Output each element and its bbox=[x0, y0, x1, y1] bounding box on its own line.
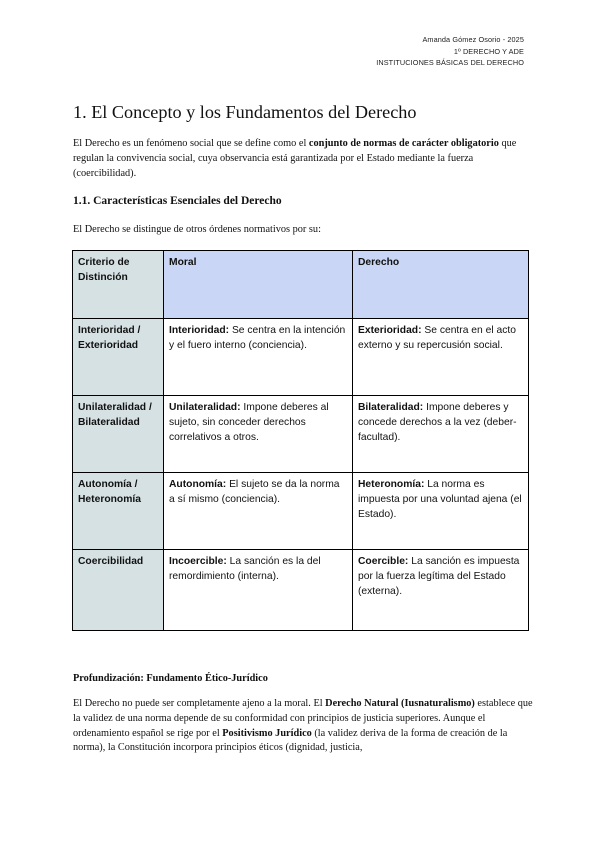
law-term: Coercible: bbox=[358, 556, 409, 567]
moral-text: La sanción es la del remordimiento (interna). bbox=[169, 556, 321, 582]
deepening-title: Profundización: Fundamento Ético-Jurídico bbox=[73, 673, 268, 684]
header-criterion: Criterio de Distinción bbox=[73, 251, 164, 319]
table-row bbox=[73, 319, 529, 396]
moral-text: Impone deberes al sujeto, sin conceder derechos correlativos a otros. bbox=[169, 402, 329, 443]
table-row bbox=[73, 473, 529, 550]
deepening-text-1: El Derecho no puede ser completamente ajeno a la moral. El bbox=[73, 698, 326, 709]
moral-term: Incoercible: bbox=[169, 556, 227, 567]
law-text: Se centra en el acto externo y su repercusión social. bbox=[358, 325, 516, 351]
law-text: La norma es impuesta por una voluntad ajena (el Estado). bbox=[358, 479, 522, 520]
deepening-bold-1: Derecho Natural (Iusnaturalismo) bbox=[325, 698, 475, 709]
law-text: La sanción es impuesta por la fuerza legítima del Estado (externa). bbox=[358, 556, 520, 597]
row-moral-cell bbox=[164, 319, 353, 396]
intro-bold-term: conjunto de normas de carácter obligatorio bbox=[308, 138, 499, 149]
moral-text: Se centra en la intención y el fuero interno (conciencia). bbox=[169, 325, 346, 351]
row-criterion: Autonomía / Heteronomía bbox=[73, 473, 164, 550]
row-criterion: Coercibilidad bbox=[73, 550, 164, 631]
table-row bbox=[73, 550, 529, 631]
intro-text-before: El Derecho es un fenómeno social que se define como el bbox=[73, 138, 309, 149]
row-law-cell bbox=[353, 550, 529, 631]
row-moral-cell bbox=[164, 396, 353, 473]
moral-term: Interioridad: bbox=[169, 325, 230, 336]
law-term: Exterioridad: bbox=[358, 325, 422, 336]
deepening-text-3: (la validez deriva de la forma de creación de la norma), la Constitución incorpora principios éticos (dignidad, justicia, bbox=[73, 727, 508, 754]
table-row bbox=[73, 396, 529, 473]
row-criterion: Unilateralidad / Bilateralidad bbox=[73, 396, 164, 473]
header-subject: INSTITUCIONES BÁSICAS DEL DERECHO bbox=[376, 58, 524, 67]
deepening-text-2: establece que la validez de una norma depende de su conformidad con principios de justicia superiores. Aunque el ordenamiento español se rige por el bbox=[73, 698, 533, 739]
moral-term: Unilateralidad: bbox=[169, 402, 241, 413]
table-header-row bbox=[73, 251, 529, 319]
moral-term: Autonomía: bbox=[169, 479, 227, 490]
moral-text: El sujeto se da la norma a sí mismo (conciencia). bbox=[169, 479, 340, 505]
row-law-cell bbox=[353, 319, 529, 396]
law-term: Bilateralidad: bbox=[358, 402, 424, 413]
header-course: 1º DERECHO Y ADE bbox=[453, 46, 524, 56]
subsection-title: 1.1. Características Esenciales del Derecho bbox=[73, 195, 282, 207]
page-header bbox=[376, 34, 524, 69]
law-text: Impone deberes y concede derechos a la vez (deber-facultad). bbox=[358, 402, 517, 443]
row-criterion: Interioridad / Exterioridad bbox=[73, 319, 164, 396]
header-law: Derecho bbox=[353, 251, 529, 319]
section-title: 1. El Concepto y los Fundamentos del Derecho bbox=[73, 102, 417, 122]
intro-text-after: que regulan la convivencia social, cuya observancia está garantizada por el Estado mediante la fuerza (coercibilidad). bbox=[73, 138, 517, 179]
deepening-bold-2: Positivismo Jurídico bbox=[222, 727, 312, 739]
row-law-cell bbox=[353, 473, 529, 550]
header-author: Amanda Gómez Osorio - 2025 bbox=[422, 35, 524, 44]
law-term: Heteronomía: bbox=[358, 479, 425, 490]
row-law-cell bbox=[353, 396, 529, 473]
intro-paragraph bbox=[73, 137, 533, 181]
row-moral-cell bbox=[164, 550, 353, 631]
row-moral-cell bbox=[164, 473, 353, 550]
deepening-paragraph bbox=[73, 697, 535, 756]
subsection-lead: El Derecho se distingue de otros órdenes normativos por su: bbox=[73, 224, 321, 235]
header-moral: Moral bbox=[164, 251, 353, 319]
comparison-table bbox=[72, 250, 529, 631]
